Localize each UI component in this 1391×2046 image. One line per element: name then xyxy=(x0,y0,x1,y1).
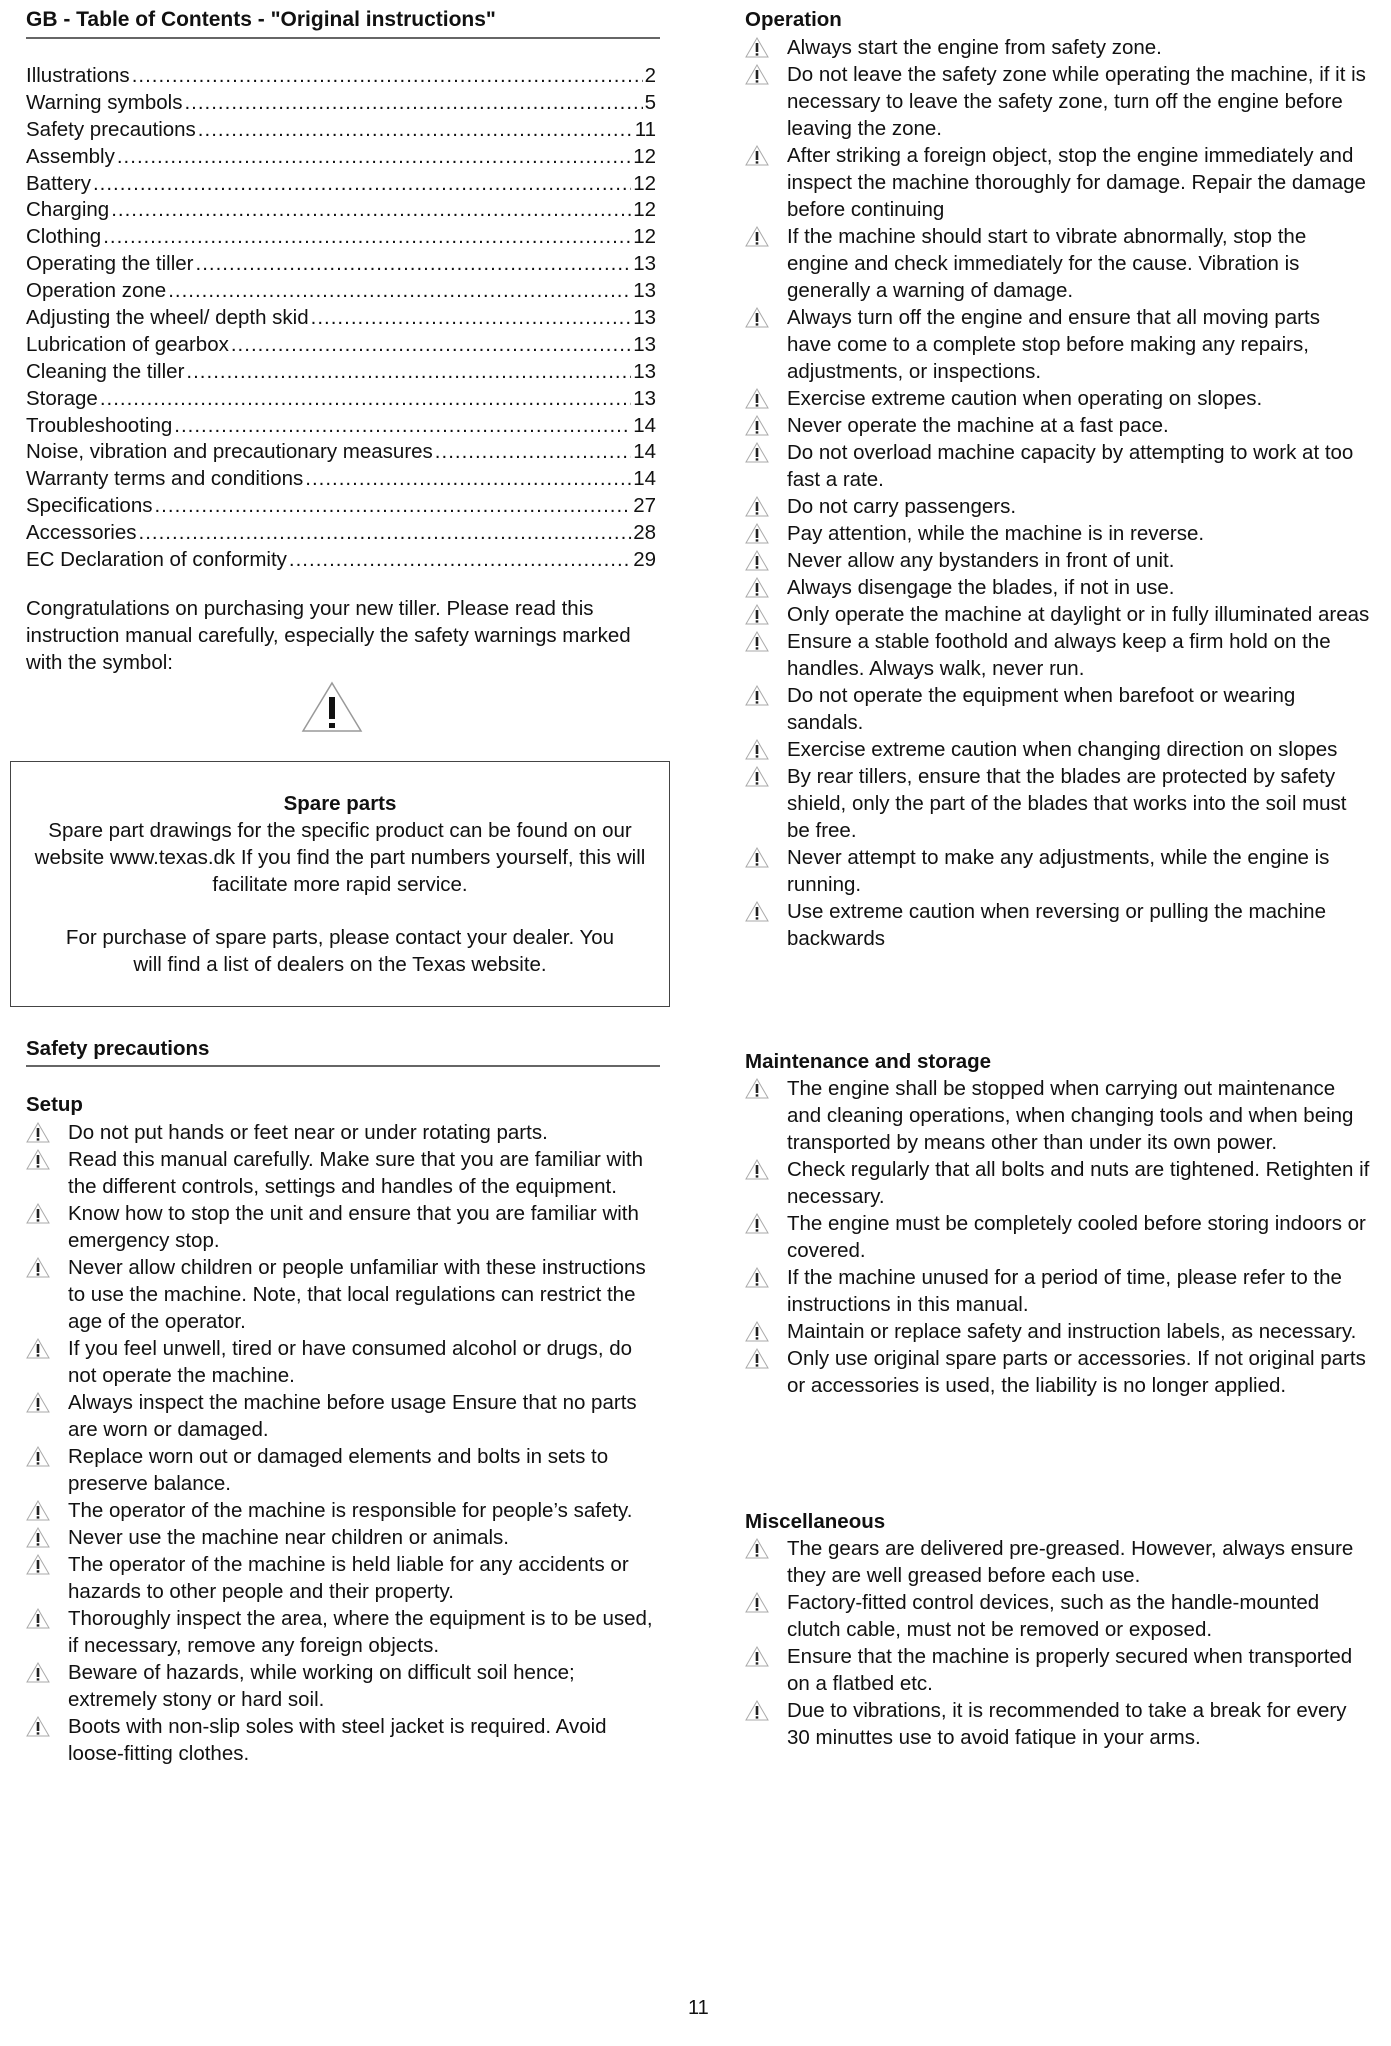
warning-item xyxy=(745,628,1370,682)
maintenance-list xyxy=(745,1075,1370,1399)
warning-item-text: If the machine should start to vibrate abnormally, stop the engine and check immediately for the cause. Vibration is generally a warning of damage. xyxy=(787,225,1307,302)
warning-item xyxy=(745,763,1370,844)
spare-parts-box xyxy=(10,761,670,1007)
toc-entry-page: 14 xyxy=(633,413,656,437)
warning-triangle-icon xyxy=(26,1338,50,1359)
warning-triangle-icon xyxy=(26,1527,50,1548)
toc-leader-dots xyxy=(196,250,632,277)
warning-item-text: Always start the engine from safety zone. xyxy=(787,36,1162,59)
toc-entry-page: 13 xyxy=(633,386,656,410)
spare-parts-heading: Spare parts xyxy=(283,792,397,815)
warning-triangle-icon xyxy=(745,631,769,652)
warning-item-text: Do not carry passengers. xyxy=(787,495,1017,518)
toc-entry[interactable] xyxy=(26,277,656,304)
toc-leader-dots xyxy=(111,196,631,223)
warning-item xyxy=(26,1335,656,1389)
warning-triangle-icon xyxy=(745,847,769,868)
warning-triangle-icon xyxy=(26,1500,50,1521)
warning-triangle-icon xyxy=(745,1700,769,1721)
warning-item xyxy=(26,1605,656,1659)
toc-leader-dots xyxy=(231,331,631,358)
toc-entry-label: Operating the tiller xyxy=(26,252,194,276)
toc-entry-page: 11 xyxy=(634,117,656,141)
warning-item-text: Always inspect the machine before usage Ensure that no parts are worn or damaged. xyxy=(68,1391,637,1441)
toc-entry[interactable] xyxy=(26,62,656,89)
toc-entry[interactable] xyxy=(26,223,656,250)
toc-entry-page: 2 xyxy=(644,64,656,87)
warning-triangle-icon xyxy=(26,1203,50,1224)
warning-item xyxy=(745,493,1370,520)
toc-leader-dots xyxy=(139,519,632,546)
setup-list xyxy=(26,1119,656,1767)
warning-item xyxy=(745,412,1370,439)
safety-precautions-heading: Safety precautions xyxy=(26,1037,210,1060)
warning-item-text: Always turn off the engine and ensure that all moving parts have come to a complete stop before making any repairs, adjustments, or inspections. xyxy=(787,306,1320,383)
warning-item-text: Read this manual carefully. Make sure that you are familiar with the different controls, settings and handles of the equipment. xyxy=(68,1148,644,1198)
warning-item xyxy=(745,304,1370,385)
warning-item xyxy=(745,898,1370,952)
warning-triangle-icon xyxy=(745,604,769,625)
warning-item-text: Due to vibrations, it is recommended to take a break for every 30 minuttes use to avoid fatique in your arms. xyxy=(787,1699,1347,1749)
toc-entry-label: EC Declaration of conformity xyxy=(26,548,287,572)
toc-entry-page: 13 xyxy=(633,252,656,276)
warning-item-text: The gears are delivered pre-greased. However, always ensure they are well greased before each use. xyxy=(787,1537,1354,1587)
warning-triangle-icon xyxy=(745,496,769,517)
toc-entry-label: Noise, vibration and precautionary measures xyxy=(26,440,433,464)
warning-item-text: Never allow children or people unfamiliar with these instructions to use the machine. Note, that local regulations can restrict the age of the operator. xyxy=(68,1256,646,1333)
warning-item-text: The engine shall be stopped when carrying out maintenance and cleaning operations, when changing tools and when being transported by means other than under its own power. xyxy=(787,1077,1354,1154)
warning-item xyxy=(745,574,1370,601)
operation-heading: Operation xyxy=(745,8,842,31)
warning-item-text: Factory-fitted control devices, such as the handle-mounted clutch cable, must not be removed or exposed. xyxy=(787,1591,1320,1641)
warning-item xyxy=(745,1264,1370,1318)
warning-item xyxy=(26,1659,656,1713)
toc-entry[interactable] xyxy=(26,170,656,197)
toc-entry-label: Clothing xyxy=(26,225,102,249)
toc-entry-page: 14 xyxy=(633,440,656,464)
warning-symbol-icon xyxy=(300,680,364,741)
warning-item-text: Maintain or replace safety and instruction labels, as necessary. xyxy=(787,1320,1357,1343)
setup-heading: Setup xyxy=(26,1093,83,1116)
toc-leader-dots xyxy=(93,170,631,197)
toc-entry[interactable] xyxy=(26,143,656,170)
toc-entry[interactable] xyxy=(26,358,656,385)
warning-triangle-icon xyxy=(745,523,769,544)
warning-item xyxy=(745,736,1370,763)
toc-leader-dots xyxy=(100,385,631,412)
toc-entry-page: 13 xyxy=(633,332,656,356)
warning-item xyxy=(745,1156,1370,1210)
warning-triangle-icon xyxy=(745,550,769,571)
toc-entry-page: 12 xyxy=(633,171,656,195)
warning-triangle-icon xyxy=(745,415,769,436)
toc-entry-label: Specifications xyxy=(26,494,153,518)
warning-item xyxy=(26,1146,656,1200)
warning-item xyxy=(745,520,1370,547)
warning-item-text: Never attempt to make any adjustments, while the engine is running. xyxy=(787,846,1330,896)
warning-item-text: Pay attention, while the machine is in reverse. xyxy=(787,522,1205,545)
miscellaneous-heading: Miscellaneous xyxy=(745,1510,886,1533)
toc-leader-dots xyxy=(186,358,631,385)
warning-triangle-icon xyxy=(745,1213,769,1234)
warning-triangle-icon xyxy=(745,1267,769,1288)
toc-entry[interactable] xyxy=(26,412,656,439)
toc-entry-page: 29 xyxy=(633,548,656,572)
toc-leader-dots xyxy=(184,89,642,116)
warning-item xyxy=(745,844,1370,898)
warning-item xyxy=(745,439,1370,493)
toc-entry[interactable] xyxy=(26,116,656,143)
toc-entry-label: Safety precautions xyxy=(26,117,196,141)
toc-entry-page: 14 xyxy=(633,467,656,491)
warning-triangle-icon xyxy=(745,226,769,247)
warning-triangle-icon xyxy=(26,1149,50,1170)
warning-item-text: Do not leave the safety zone while operating the machine, if it is necessary to leave the safety zone, turn off the engine before leaving the zone. xyxy=(787,63,1366,140)
warning-item-text: Never allow any bystanders in front of unit. xyxy=(787,549,1175,572)
warning-item-text: Do not overload machine capacity by attempting to work at too fast a rate. xyxy=(787,441,1354,491)
warning-item-text: Never operate the machine at a fast pace. xyxy=(787,414,1169,437)
warning-triangle-icon xyxy=(745,685,769,706)
warning-item-text: Always disengage the blades, if not in use. xyxy=(787,576,1175,599)
warning-item xyxy=(26,1254,656,1335)
warning-item-text: If you feel unwell, tired or have consumed alcohol or drugs, do not operate the machine. xyxy=(68,1337,633,1387)
warning-triangle-icon xyxy=(745,577,769,598)
warning-triangle-icon xyxy=(745,64,769,85)
warning-item-text: Use extreme caution when reversing or pulling the machine backwards xyxy=(787,900,1326,950)
warning-item xyxy=(745,1589,1370,1643)
warning-triangle-icon xyxy=(745,37,769,58)
toc-entry[interactable] xyxy=(26,304,656,331)
warning-item xyxy=(745,34,1370,61)
toc-entry-label: Troubleshooting xyxy=(26,413,173,437)
toc-leader-dots xyxy=(174,412,631,439)
title-divider xyxy=(26,37,660,39)
toc-entry-page: 12 xyxy=(633,144,656,168)
warning-item xyxy=(26,1200,656,1254)
warning-triangle-icon xyxy=(745,1159,769,1180)
warning-item xyxy=(745,1345,1370,1399)
warning-triangle-icon xyxy=(745,1538,769,1559)
toc-entry-label: Warning symbols xyxy=(26,90,183,114)
toc-entry-page: 12 xyxy=(633,198,656,222)
intro-text: Congratulations on purchasing your new tiller. Please read this instruction manual carefully, especially the safety warnings marked with the symbol: xyxy=(26,597,631,674)
warning-item-text: If the machine unused for a period of time, please refer to the instructions in this manual. xyxy=(787,1266,1342,1316)
page-number: 11 xyxy=(688,1997,709,2019)
warning-item-text: Do not operate the equipment when barefoot or wearing sandals. xyxy=(787,684,1296,734)
warning-item xyxy=(745,601,1370,628)
toc-leader-dots xyxy=(154,492,631,519)
warning-item-text: Only use original spare parts or accessories. If not original parts or accessories is used, the liability is no longer applied. xyxy=(787,1347,1366,1397)
warning-item xyxy=(745,1210,1370,1264)
toc-leader-dots xyxy=(311,304,632,331)
warning-item-text: By rear tillers, ensure that the blades are protected by safety shield, only the part of the blades that works into the soil must be free. xyxy=(787,765,1347,842)
warning-item xyxy=(26,1497,656,1524)
warning-item-text: Know how to stop the unit and ensure that you are familiar with emergency stop. xyxy=(68,1202,639,1252)
warning-item xyxy=(745,547,1370,574)
toc-leader-dots xyxy=(103,223,631,250)
toc-entry[interactable] xyxy=(26,196,656,223)
toc-entry-page: 27 xyxy=(633,494,656,518)
toc-entry[interactable] xyxy=(26,519,656,546)
toc-entry-label: Cleaning the tiller xyxy=(26,359,185,383)
toc-entry-label: Storage xyxy=(26,386,98,410)
toc-entry-page: 12 xyxy=(633,225,656,249)
warning-item xyxy=(26,1524,656,1551)
warning-item xyxy=(745,1697,1370,1751)
warning-item-text: Do not put hands or feet near or under rotating parts. xyxy=(68,1121,548,1144)
toc-leader-dots xyxy=(435,438,631,465)
warning-triangle-icon xyxy=(745,442,769,463)
warning-item xyxy=(26,1389,656,1443)
warning-triangle-icon xyxy=(26,1122,50,1143)
warning-item-text: The operator of the machine is responsible for people’s safety. xyxy=(68,1499,633,1522)
warning-triangle-icon xyxy=(745,1078,769,1099)
warning-item-text: Exercise extreme caution when operating on slopes. xyxy=(787,387,1263,410)
toc-entry-label: Operation zone xyxy=(26,279,167,303)
warning-triangle-icon xyxy=(26,1392,50,1413)
warning-item xyxy=(745,142,1370,223)
warning-item-text: Only operate the machine at daylight or in fully illuminated areas xyxy=(787,603,1370,626)
toc-entry-page: 13 xyxy=(633,306,656,330)
warning-item xyxy=(745,1643,1370,1697)
warning-triangle-icon xyxy=(745,1348,769,1369)
toc-entry[interactable] xyxy=(26,331,656,358)
operation-list xyxy=(745,34,1370,952)
warning-item xyxy=(26,1713,656,1767)
toc-entry-label: Assembly xyxy=(26,144,115,168)
warning-triangle-icon xyxy=(745,901,769,922)
toc-entry-page: 5 xyxy=(644,90,656,114)
warning-item-text: Replace worn out or damaged elements and bolts in sets to preserve balance. xyxy=(68,1445,609,1495)
toc-entry-page: 13 xyxy=(633,279,656,303)
warning-item-text: The engine must be completely cooled before storing indoors or covered. xyxy=(787,1212,1366,1262)
toc-entry[interactable] xyxy=(26,385,656,412)
toc-entry-label: Illustrations xyxy=(26,64,130,87)
miscellaneous-list xyxy=(745,1535,1370,1751)
maintenance-heading: Maintenance and storage xyxy=(745,1050,992,1073)
warning-triangle-icon xyxy=(745,145,769,166)
warning-item-text: Check regularly that all bolts and nuts are tightened. Retighten if necessary. xyxy=(787,1158,1370,1208)
warning-triangle-icon xyxy=(26,1554,50,1575)
warning-item-text: Exercise extreme caution when changing direction on slopes xyxy=(787,738,1338,761)
warning-triangle-icon xyxy=(745,307,769,328)
warning-triangle-icon xyxy=(26,1608,50,1629)
warning-item xyxy=(745,1318,1370,1345)
warning-item-text: Ensure a stable foothold and always keep a firm hold on the handles. Always walk, never run. xyxy=(787,630,1331,680)
warning-item xyxy=(745,61,1370,142)
warning-item xyxy=(26,1443,656,1497)
toc-entry-label: Lubrication of gearbox xyxy=(26,332,229,356)
toc-entry-label: Battery xyxy=(26,171,91,195)
warning-item xyxy=(26,1119,656,1146)
toc-entry-page: 13 xyxy=(633,359,656,383)
warning-item-text: Beware of hazards, while working on difficult soil hence; extremely stony or hard soil. xyxy=(68,1661,575,1711)
toc-leader-dots xyxy=(198,116,633,143)
toc-leader-dots xyxy=(132,62,643,89)
warning-item-text: The operator of the machine is held liable for any accidents or hazards to other people and their property. xyxy=(68,1553,629,1603)
toc-leader-dots xyxy=(168,277,631,304)
toc-entry[interactable] xyxy=(26,546,656,573)
toc-leader-dots xyxy=(305,465,631,492)
warning-item xyxy=(745,682,1370,736)
warning-item xyxy=(745,1535,1370,1589)
warning-item-text: After striking a foreign object, stop the engine immediately and inspect the machine thoroughly for damage. Repair the damage before continuing xyxy=(787,144,1366,221)
toc-entry[interactable] xyxy=(26,492,656,519)
warning-triangle-icon xyxy=(745,1646,769,1667)
toc-leader-dots xyxy=(289,546,631,573)
table-of-contents xyxy=(26,62,656,573)
toc-entry[interactable] xyxy=(26,438,656,465)
warning-item xyxy=(745,385,1370,412)
warning-item-text: Boots with non-slip soles with steel jacket is required. Avoid loose-fitting clothes. xyxy=(68,1715,607,1765)
toc-entry-label: Adjusting the wheel/ depth skid xyxy=(26,306,309,330)
warning-item-text: Ensure that the machine is properly secured when transported on a flatbed etc. xyxy=(787,1645,1353,1695)
warning-triangle-icon xyxy=(26,1716,50,1737)
warning-item xyxy=(26,1551,656,1605)
toc-leader-dots xyxy=(117,143,631,170)
warning-item-text: Thoroughly inspect the area, where the equipment is to be used, if necessary, remove any foreign objects. xyxy=(68,1607,653,1657)
warning-triangle-icon xyxy=(745,1592,769,1613)
spare-parts-dealer-text: For purchase of spare parts, please contact your dealer. You will find a list of dealers on the Texas website. xyxy=(65,926,615,976)
warning-triangle-icon xyxy=(745,739,769,760)
safety-divider xyxy=(26,1065,660,1067)
toc-entry-label: Charging xyxy=(26,198,110,222)
toc-entry-label: Warranty terms and conditions xyxy=(26,467,304,491)
warning-triangle-icon xyxy=(26,1446,50,1467)
toc-title: GB - Table of Contents - "Original instructions" xyxy=(26,8,496,31)
warning-item xyxy=(745,1075,1370,1156)
warning-triangle-icon xyxy=(26,1662,50,1683)
toc-entry[interactable] xyxy=(26,89,656,116)
warning-triangle-icon xyxy=(745,1321,769,1342)
toc-entry-label: Accessories xyxy=(26,521,137,545)
warning-triangle-icon xyxy=(745,766,769,787)
toc-entry[interactable] xyxy=(26,465,656,492)
toc-entry[interactable] xyxy=(26,250,656,277)
warning-item-text: Never use the machine near children or animals. xyxy=(68,1526,509,1549)
warning-item xyxy=(745,223,1370,304)
spare-parts-text: Spare part drawings for the specific product can be found on our website www.texas.dk If you find the part numbers yourself, this will facilitate more rapid service. xyxy=(34,819,646,896)
toc-entry-page: 28 xyxy=(633,521,656,545)
warning-triangle-icon xyxy=(26,1257,50,1278)
warning-triangle-icon xyxy=(745,388,769,409)
